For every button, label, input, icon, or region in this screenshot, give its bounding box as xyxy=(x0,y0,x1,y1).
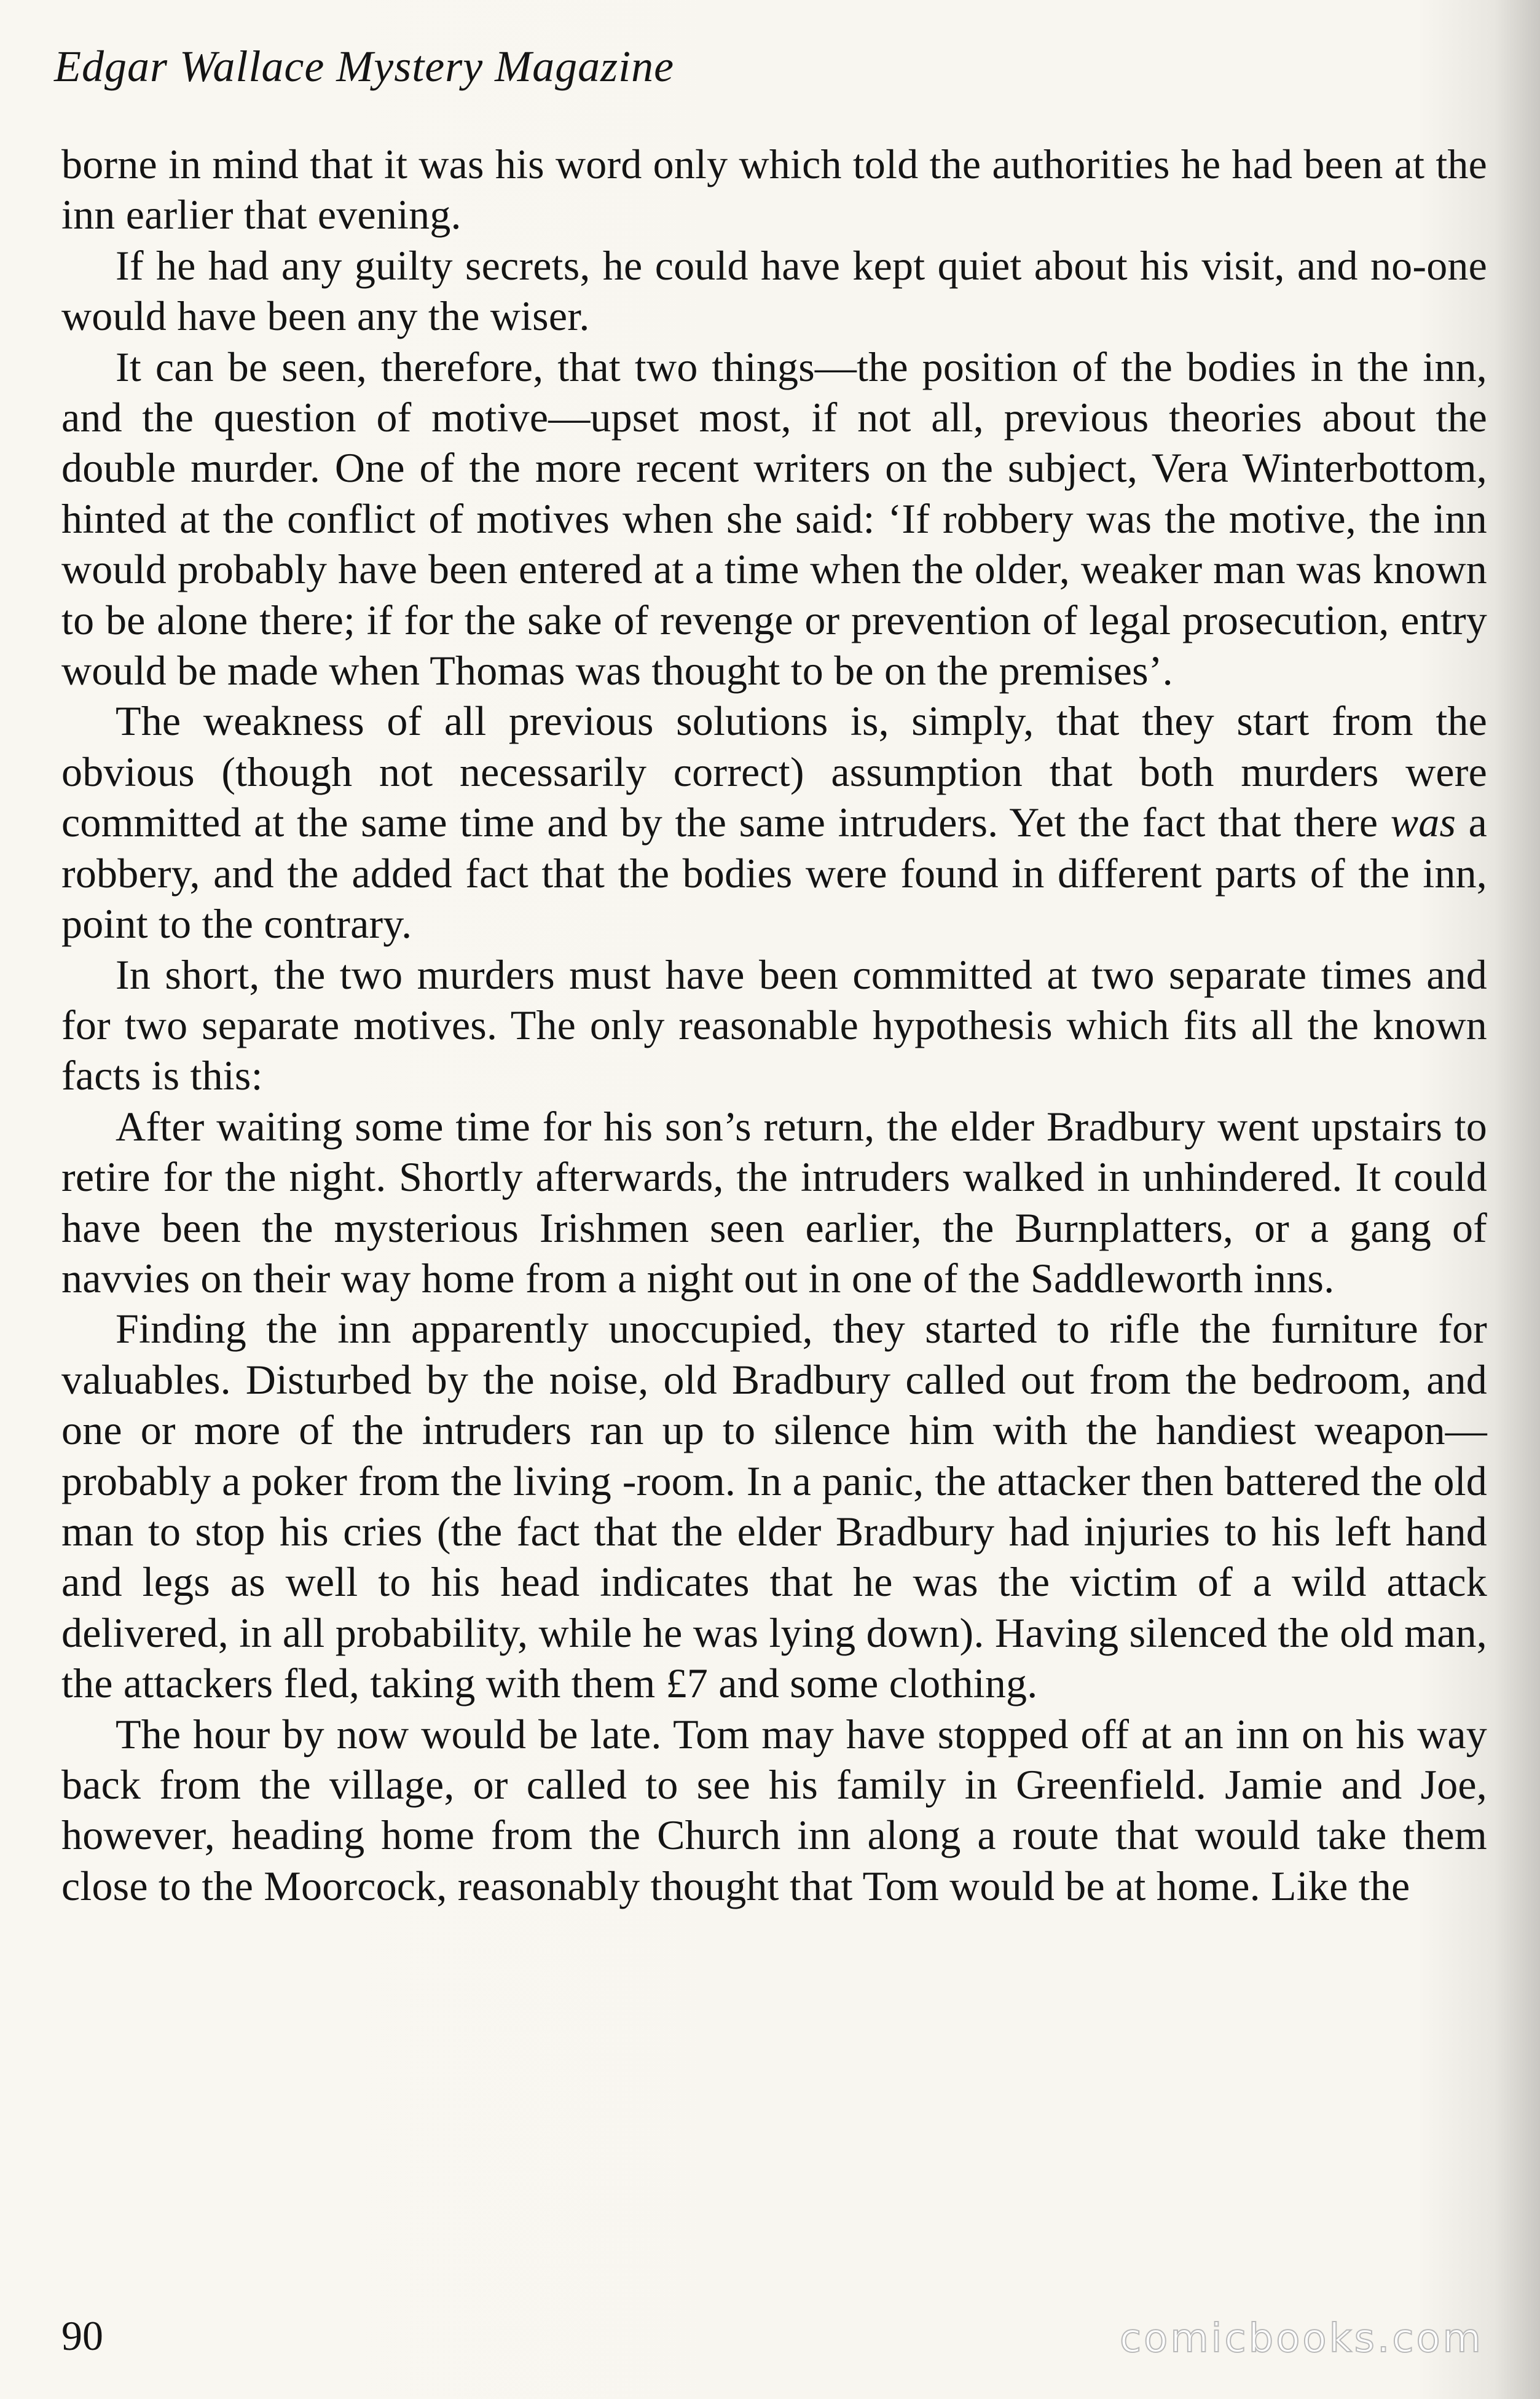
paragraph: After waiting some time for his son’s return, the elder Bradbury went upstairs to retire for the night. Shortly afterwards, the intruders walked in unhindered. It could have been the mysterious Irishmen seen earlier, the Burnplatters, or a gang of navvies on their way home from a night out in one of the Saddleworth inns. xyxy=(61,1102,1487,1302)
watermark: comicbooks.com xyxy=(1119,2316,1483,2362)
paragraph: Finding the inn apparently unoccupied, they started to rifle the furniture for valuables. Disturbed by the noise, old Bradbury called out from the bedroom, and one or more of the intruders ran up to silence him with the handiest weapon—probably a poker from the living -room. In a panic, the attacker then battered the old man to stop his cries (the fact that the elder Bradbury had injuries to his left hand and legs as well to his head indicates that he was the victim of a wild attack delivered, in all probability, while he was lying down). Having silenced the old man, the attackers fled, taking with them £7 and some clothing. xyxy=(61,1305,1487,1707)
article-body xyxy=(61,139,1487,1911)
paragraph: The hour by now would be late. Tom may have stopped off at an inn on his way back from the village, or called to see his family in Greenfield. Jamie and Joe, however, heading home from the Church inn along a route that would take them close to the Moorcock, reasonably thought that Tom would be at home. Like the xyxy=(61,1710,1487,1909)
paragraph-text: The weakness of all previous solutions is, simply, that they start from the obvious (though not necessarily correct) assumption that both murders were committed at the same time and by the same intruders. Yet the fact that there xyxy=(61,697,1487,846)
paragraph: If he had any guilty secrets, he could have kept quiet about his visit, and no-one would have been any the wiser. xyxy=(61,241,1487,340)
emphasis-word: was xyxy=(1390,799,1456,846)
running-head: Edgar Wallace Mystery Magazine xyxy=(54,42,675,91)
paragraph: In short, the two murders must have been committed at two separate times and for two separate motives. The only reasonable hypothesis which fits all the known facts is this: xyxy=(61,951,1487,1099)
paragraph-text: a robbery, and the added fact that the bodies were found in different parts of the inn, point to the contrary. xyxy=(61,799,1487,948)
page-number: 90 xyxy=(61,2312,103,2359)
paragraph-continued: borne in mind that it was his word only which told the authorities he had been at the inn earlier that evening. xyxy=(61,141,1487,238)
paragraph xyxy=(61,696,1487,949)
paragraph: It can be seen, therefore, that two things—the position of the bodies in the inn, and the question of motive—upset most, if not all, previous theories about the double murder. One of the more recent writers on the subject, Vera Winterbottom, hinted at the conflict of motives when she said: ‘If robbery was the motive, the inn would probably have been entered at a time when the older, weaker man was known to be alone there; if for the sake of revenge or prevention of legal prosecution, entry would be made when Thomas was thought to be on the premises’. xyxy=(61,343,1487,694)
